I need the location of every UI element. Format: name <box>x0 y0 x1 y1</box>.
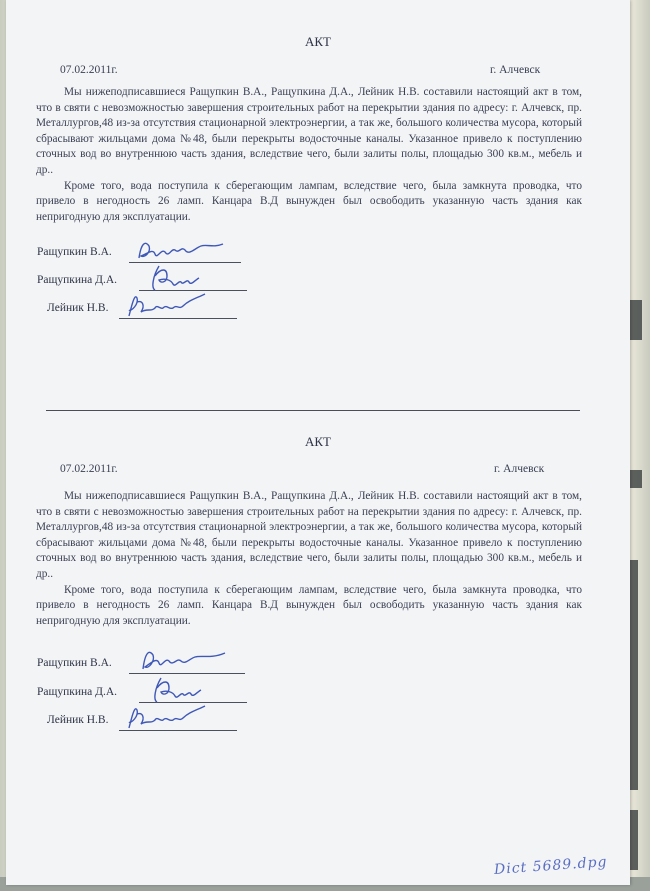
act-city: г. Алчевск <box>490 64 541 76</box>
signatory-name: Ращупкина Д.А. <box>37 274 118 286</box>
handwritten-signature <box>121 702 217 734</box>
act-paragraph: Мы нижеподписавшиеся Ращупкин В.А., Ращупкина Д.А., Лейник Н.В. составили настоящий акт в том, что в святи с невозможностью завершения строительных работ на перекрытии здания по адресу: г. Алчевск, пр. Металлургов,48 из-за отсутствия стационарной электроэнергии, а так же, большого количества мусора, который сбрасывают жильцами дома №48, были перекрыты водосточные каналы. Указанное привело к поступлению сточных вод во внутреннюю часть здания, вследствие чего, были залиты полы, площадью 300 кв.м., мебель и др.. <box>36 86 582 176</box>
act-body <box>36 489 582 629</box>
signatory-name: Ращупкина Д.А. <box>37 686 118 698</box>
signatory-name: Ращупкин В.А. <box>37 657 112 669</box>
act-paragraph: Кроме того, вода поступила к сберегающим лампам, вследствие чего, была замкнута проводка, что привело в негодность 26 ламп. Канцара В.Д вынужден был освободить указанную часть здания как непригодную для эксплуатации. <box>36 179 582 223</box>
signatory-name: Лейник Н.В. <box>47 714 109 726</box>
signature-row <box>37 300 277 324</box>
document-sheet <box>6 0 630 885</box>
act-title: АКТ <box>305 434 331 449</box>
handwritten-signature <box>121 290 217 322</box>
act-date: 07.02.2011г. <box>60 64 118 76</box>
signatory-name: Ращупкин В.А. <box>37 246 112 258</box>
signatory-name: Лейник Н.В. <box>47 302 109 314</box>
act-body <box>36 85 582 225</box>
act-paragraph: Кроме того, вода поступила к сберегающим лампам, вследствие чего, была замкнута проводка, что привело в негодность 26 ламп. Канцара В.Д вынужден был освободить указанную часть здания как непригодную для эксплуатации. <box>36 583 582 627</box>
act-date: 07.02.2011г. <box>60 463 118 475</box>
separator-line <box>46 410 580 411</box>
act-city: г. Алчевск <box>494 463 545 475</box>
handwritten-file-note: Dict 5689.dpg <box>493 854 609 878</box>
signature-row <box>37 712 277 736</box>
handwritten-signature <box>137 645 233 677</box>
act-paragraph: Мы нижеподписавшиеся Ращупкин В.А., Ращупкина Д.А., Лейник Н.В. составили настоящий акт в том, что в святи с невозможностью завершения строительных работ на перекрытии здания по адресу: г. Алчевск, пр. Металлургов,48 из-за отсутствия стационарной электроэнергии, а так же, большого количества мусора, который сбрасывают жильцами дома №48, были перекрыты водосточные каналы. Указанное привело к поступлению сточных вод во внутреннюю часть здания, вследствие чего, были залиты полы, площадью 300 кв.м., мебель и др.. <box>36 490 582 580</box>
act-title: АКТ <box>305 34 331 49</box>
